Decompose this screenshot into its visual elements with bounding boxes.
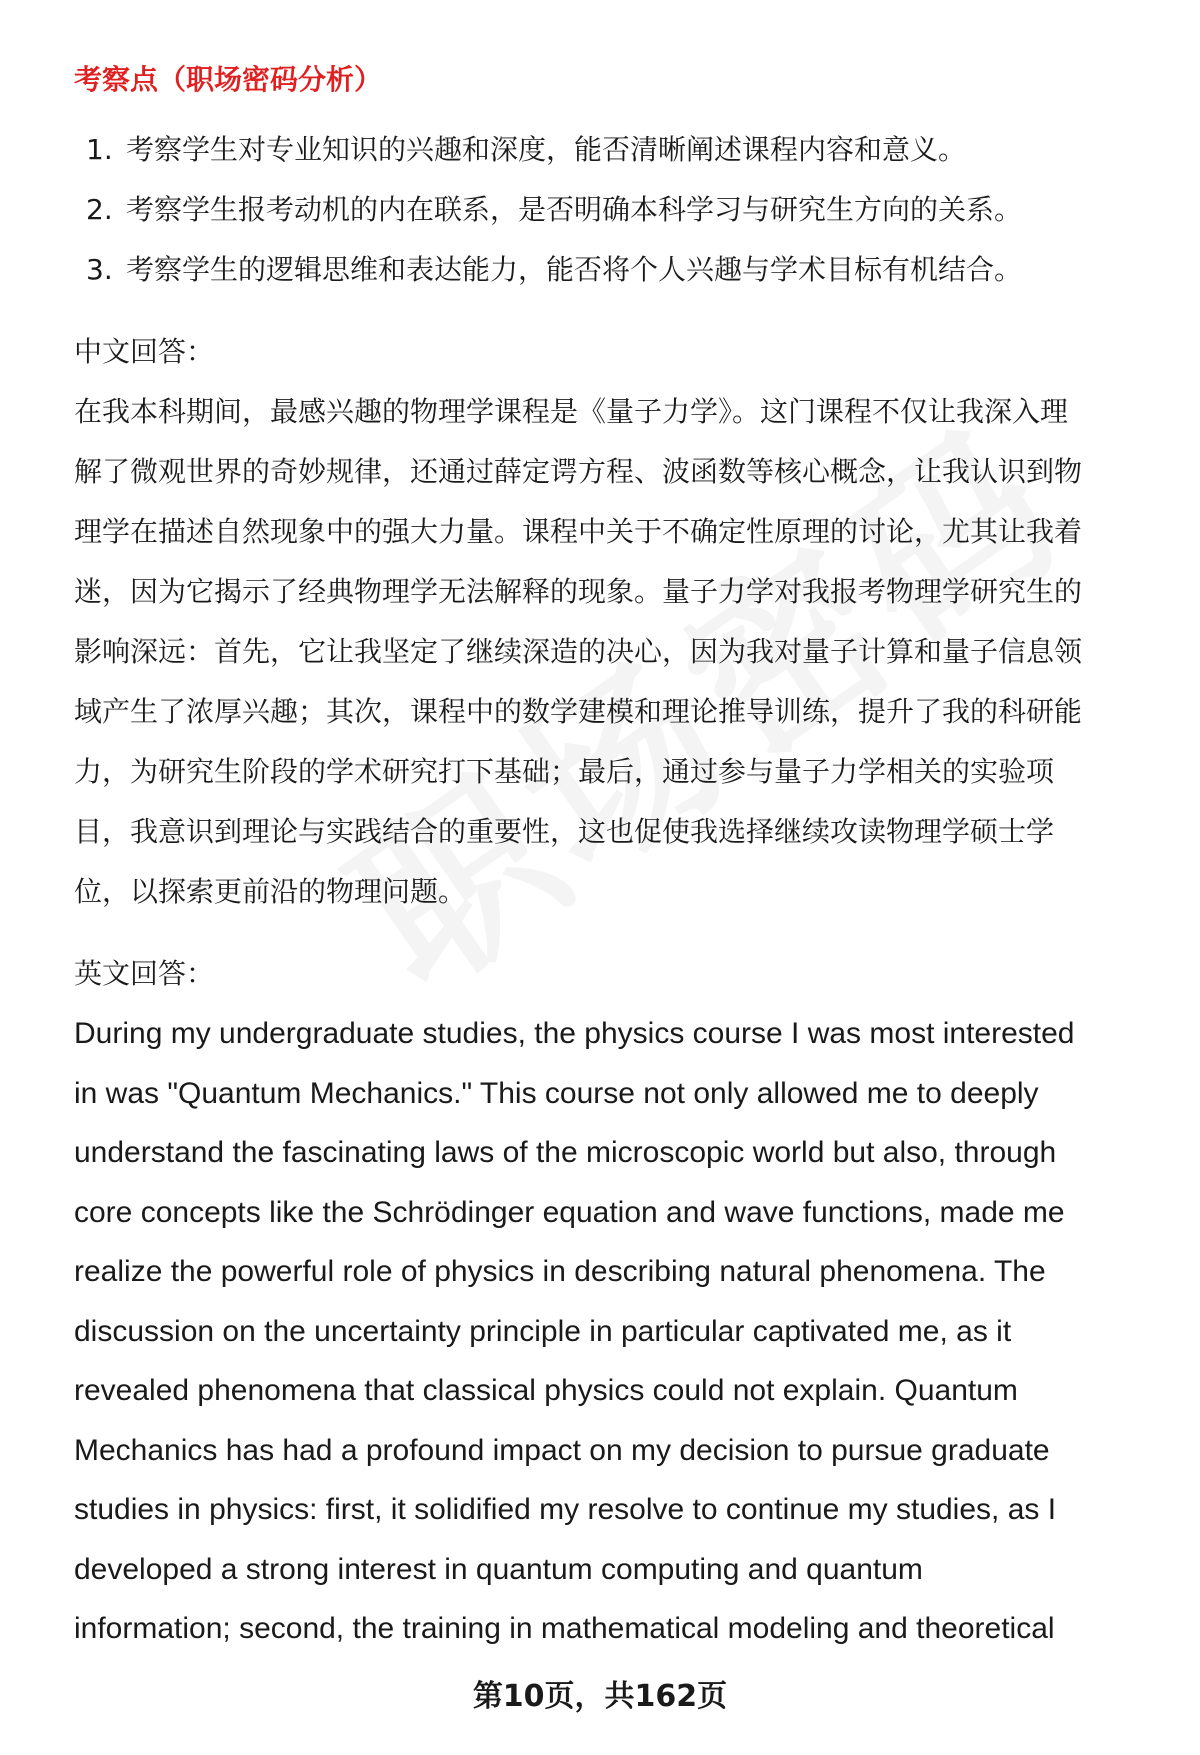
chinese-answer-paragraph <box>74 382 1144 922</box>
paragraph-line: 位，以探索更前沿的物理问题。 <box>74 875 467 908</box>
paragraph-line: developed a strong interest in quantum computing and quantum <box>74 1552 923 1586</box>
paragraph-line: 力，为研究生阶段的学术研究打下基础；最后，通过参与量子力学相关的实验项 <box>74 755 1055 788</box>
paragraph-line: discussion on the uncertainty principle in particular captivated me, as it <box>74 1314 1012 1348</box>
list-item <box>74 180 1144 240</box>
paragraph-line: in was "Quantum Mechanics." This course not only allowed me to deeply <box>74 1076 1039 1110</box>
paragraph-line: 影响深远：首先，它让我坚定了继续深造的决心，因为我对量子计算和量子信息领 <box>74 635 1083 668</box>
page-number-footer: 第10页，共162页 <box>472 1679 728 1714</box>
paragraph-line: realize the powerful role of physics in describing natural phenomena. The <box>74 1255 1046 1288</box>
paragraph-line: revealed phenomena that classical physics could not explain. Quantum <box>74 1374 1018 1407</box>
paragraph-line: During my undergraduate studies, the physics course I was most interested <box>74 1017 1075 1050</box>
list-item-text: 考察学生报考动机的内在联系，是否明确本科学习与研究生方向的关系。 <box>126 193 1023 226</box>
assessment-points-list <box>74 120 1144 300</box>
list-item-number: 1. <box>86 133 113 166</box>
section-title: 考察点（职场密码分析） <box>74 63 383 96</box>
paragraph-line: understand the fascinating laws of the microscopic world but also, through <box>74 1136 1057 1169</box>
chinese-answer-label: 中文回答： <box>74 335 215 368</box>
paragraph-line: 解了微观世界的奇妙规律，还通过薛定谔方程、波函数等核心概念，让我认识到物 <box>74 455 1083 488</box>
paragraph-line: 在我本科期间，最感兴趣的物理学课程是《量子力学》。这门课程不仅让我深入理 <box>74 395 1069 428</box>
list-item-text: 考察学生对专业知识的兴趣和深度，能否清晰阐述课程内容和意义。 <box>126 133 967 166</box>
list-item <box>74 120 1144 180</box>
list-item-number: 2. <box>86 193 113 226</box>
paragraph-line: Mechanics has had a profound impact on my decision to pursue graduate <box>74 1433 1050 1467</box>
list-item-text: 考察学生的逻辑思维和表达能力，能否将个人兴趣与学术目标有机结合。 <box>126 253 1023 286</box>
english-answer-label: 英文回答： <box>74 957 215 990</box>
paragraph-line: 理学在描述自然现象中的强大力量。课程中关于不确定性原理的讨论，尤其让我着 <box>74 515 1083 548</box>
paragraph-line: information; second, the training in mathematical modeling and theoretical <box>74 1612 1055 1645</box>
list-item <box>74 240 1144 300</box>
paragraph-line: 域产生了浓厚兴趣；其次，课程中的数学建模和理论推导训练，提升了我的科研能 <box>74 695 1083 728</box>
paragraph-line: studies in physics: first, it solidified my resolve to continue my studies, as I <box>74 1493 1057 1526</box>
paragraph-line: core concepts like the Schrödinger equation and wave functions, made me <box>74 1195 1065 1229</box>
paragraph-line: 目，我意识到理论与实践结合的重要性，这也促使我选择继续攻读物理学硕士学 <box>74 815 1055 848</box>
paragraph-line: 迷，因为它揭示了经典物理学无法解释的现象。量子力学对我报考物理学研究生的 <box>74 575 1083 608</box>
list-item-number: 3. <box>86 253 113 286</box>
english-answer-paragraph <box>74 1004 1144 1659</box>
page-content <box>74 52 1144 1659</box>
